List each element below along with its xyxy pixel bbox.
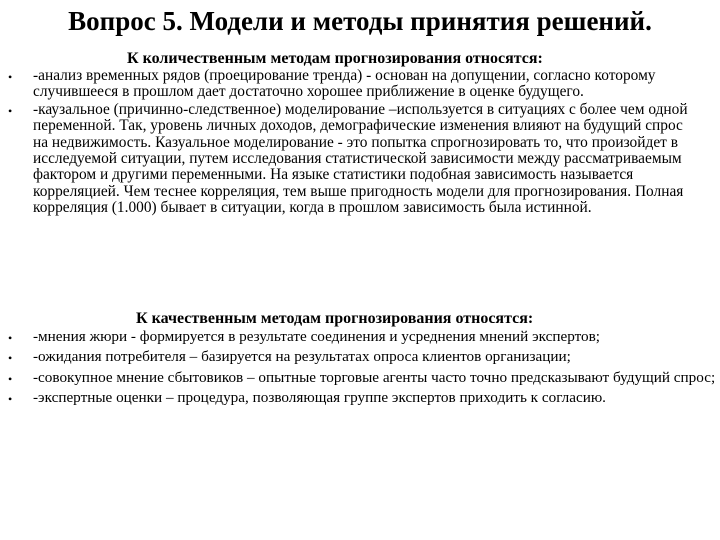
list-item-text: -экспертные оценки – процедура, позволяющая группе экспертов приходить к согласию. (33, 389, 606, 407)
bullet-icon: • (8, 351, 13, 366)
bullet-icon: • (8, 392, 13, 407)
list-item (0, 329, 720, 345)
list-item (0, 102, 720, 217)
bullet-icon: • (8, 331, 13, 345)
list-item-text: -мнения жюри - формируется в результате соединения и усреднения мнений экспертов; (33, 328, 601, 345)
quantitative-methods-heading: К количественным методам прогнозирования относятся: (127, 50, 543, 67)
bullet-icon: • (8, 103, 13, 118)
bullet-icon: • (8, 371, 13, 386)
list-item (0, 370, 720, 386)
qualitative-methods-list (0, 329, 720, 411)
list-item-text: -каузальное (причинно-следственное) моделирование –используется в ситуациях с более чем одной переменной. Так, уровень личных доходов, демографические изменения влияют на будущий спрос на недвижимость. Казуальное моделирование - это попытка спрогнозировать то, что произойдет в исследуемой ситуации, путем исследования статистической зависимости между рассматриваемым фактором и другими переменными. На языке статистики подобная зависимость называется корреляцией. Чем теснее корреляция, тем выше пригодность модели для прогнозирования. Полная корреляция (1.000) бывает в ситуации, когда в прошлом зависимость была истинной. (33, 100, 688, 217)
slide-title: Вопрос 5. Модели и методы принятия решений. (68, 6, 652, 36)
quantitative-methods-list (0, 68, 720, 218)
qualitative-methods-heading: К качественным методам прогнозирования относятся: (136, 310, 534, 327)
list-item-text: -анализ временных рядов (проецирование тренда) - основан на допущении, согласно которому случившееся в прошлом дает достаточно хорошее приближение в оценке будущего. (33, 67, 656, 101)
list-item (0, 390, 720, 406)
list-item-text: -ожидания потребителя – базируется на результатах опроса клиентов организации; (33, 348, 571, 366)
list-item (0, 68, 720, 101)
list-item (0, 349, 720, 365)
bullet-icon: • (8, 70, 13, 84)
list-item-text: -совокупное мнение сбытовиков – опытные торговые агенты часто точно предсказывают будущий спрос; (33, 368, 716, 386)
